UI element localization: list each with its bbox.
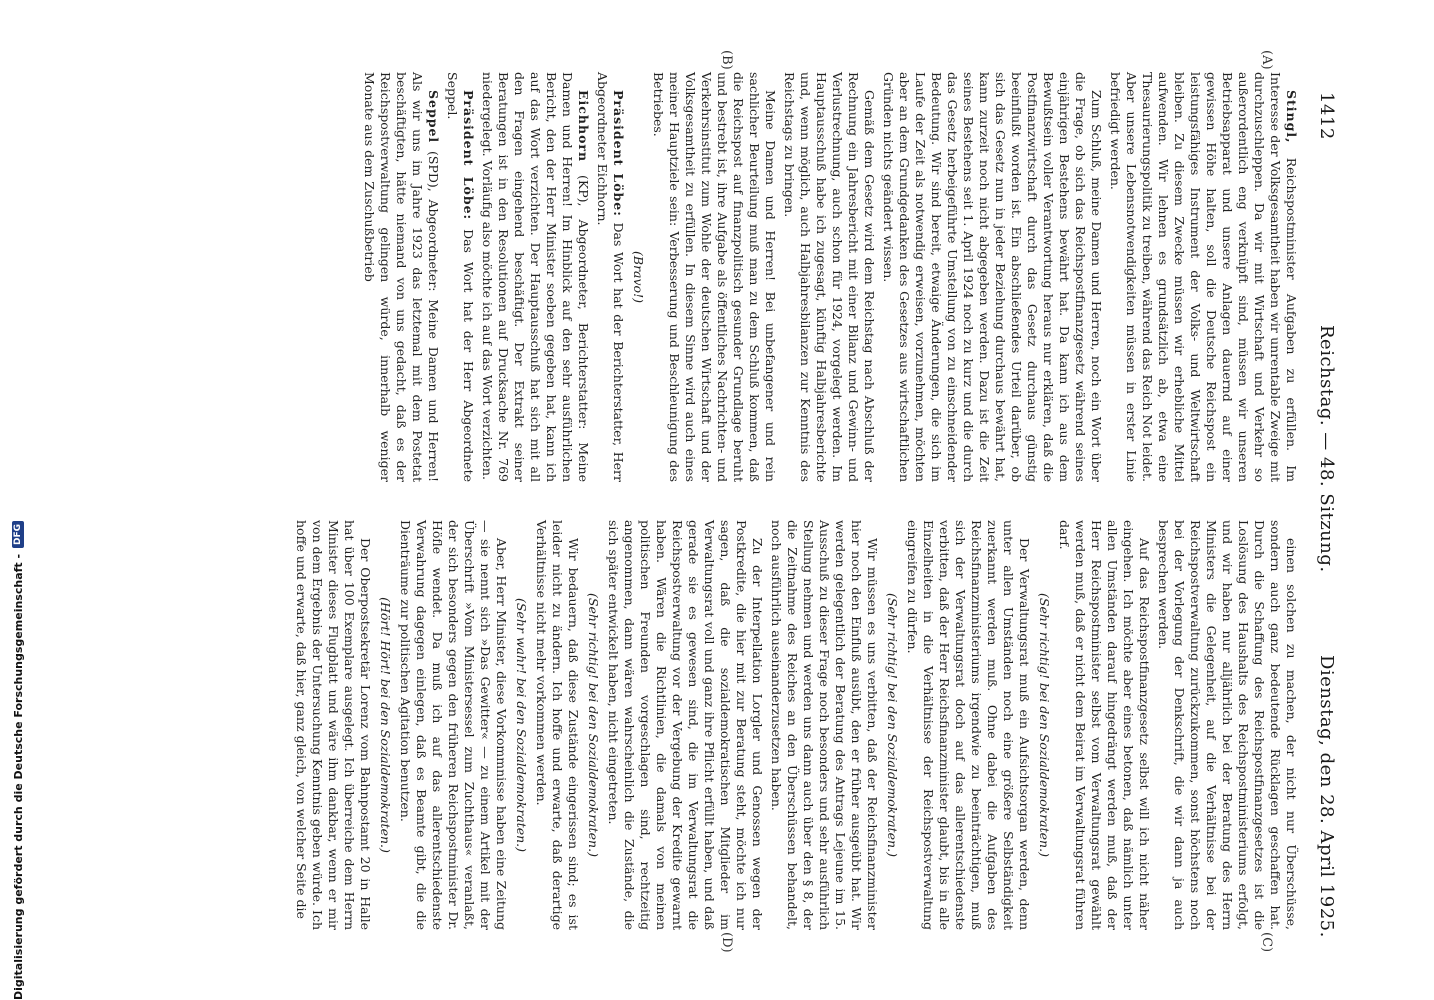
- text-paragraph: Wir müssen es uns verbitten, daß der Reichsfinanzminister hier noch den Einfluß ausübt, den er früher ausgeübt hat. Wir werden gelegentlich der Beratung des Antrags Lejeune im 15. Ausschuß zu dieser Frage noch besonders und sehr ausführlich Stellung nehmen und werden uns dann auch über den § 8, der die Zeitnahme des Reiches an den Überschüssen behandelt, noch ausführlich auseinanderzusetzen haben.: [769, 520, 880, 930]
- speaker-name: Stingl,: [1284, 90, 1299, 144]
- speaker-role: Reichspostminister: [1284, 143, 1299, 294]
- text-paragraph: Zu der Interpellation Lorgler und Genossen wegen der Postkredite, die hier mit zur Beratung steht, möchte ich nur sagen, daß die sozialdemokratischen Mitglieder im Verwaltungsrat voll und ganz ihre Pflicht erfüllt haben, und daß gerade sie es gewesen sind, die im Verwaltungsrat die Reichspostverwaltung vor der Vergebung der Kredite gewarnt haben. Wären die Richtlinien, die damals von meinen politischen Freunden vorgeschlagen sind, rechtzeitig angenommen, dann wären wahrscheinlich die Zustände, die sich später entwickelt haben, nicht eingetreten.: [606, 520, 765, 930]
- page-number: 1412: [1316, 92, 1338, 140]
- interjection: (Sehr richtig! bei den Sozialdemokraten.): [885, 593, 900, 857]
- speech-text: Aufgaben zu erfüllen. Im Interesse der Volksgesamtheit haben wir unrentable Zweige mit durchzuschleppen. Da wir mit Wirtschaft und Verkehr so außerordentlich eng verknüpft sind, müssen wir unseren Betriebsapparat und unsere Anlagen dauernd auf einer gewissen Höhe halten, soll die Deutsche Reichspost ein leistungsfähiges Instrument der Volks- und Weltwirtschaft bleiben. Zu diesem Zwecke müssen wir erhebliche Mittel aufwenden. Wir lehnen es grundsätzlich ab, etwa eine Thesaurierungspolitik zu treiben, während das Reich Not leidet. Aber unsere Lebensnotwendigkeiten müssen in erster Linie befriedigt werden.: [1108, 72, 1299, 482]
- text-paragraph: Meine Damen und Herren! Bei unbefangener und rein sachlicher Beurteilung muß man zu dem Schluß kommen, daß die Reichspost auf finanzpolitisch gesunder Grundlage beruht und bestrebt ist, ihre Aufgabe als öffentliches Nachrichten- und Verkehrsinstitut zum Wohle der deutschen Wirtschaft und der Volksgesamtheit zu erfüllen. In diesem Sinne wird auch eines meiner Hauptziele sein: Verbesserung und Beschleunigung des Betriebes.: [651, 72, 778, 482]
- dfg-logo: DFG: [12, 521, 24, 548]
- speech-text: Meine Damen und Herren! Als wir uns im Jahre 1923 das letztemal mit dem Postetat beschäftigten, hätte niemand von uns gedacht, daß es der Reichspostverwaltung gelingen würde, innerhalb weniger Monate aus dem Zuschußbetrieb: [362, 72, 441, 482]
- interjection: (Sehr richtig! bei den Sozialdemokraten.): [586, 593, 601, 857]
- left-text-column: [358, 72, 1299, 482]
- interjection: (Hört! Hört! bei den Sozialdemokraten.): [378, 597, 393, 853]
- text-paragraph: Aber, Herr Minister, diese Vorkommnisse haben eine Zeitung — sie nennt sich »Das Gewitter« — zu einem Artikel mit der Überschrift »Vom Ministersessel zum Zuchthaus« veranlaßt, der sich besonders gegen den früheren Reichspostminister Dr. Höfle wendet. Da muß ich auf das allerentschiedenste Verwahrung dagegen einlegen, daß es Beamte gibt, die die Dienträume zur politischen Agitation benutzen.: [398, 520, 509, 930]
- interjection: (Sehr wahr! bei den Sozialdemokraten.): [514, 597, 529, 853]
- speaker-role: (KP), Abgeordneter, Berichterstatter:: [576, 162, 591, 443]
- speaker-name: Präsident Löbe:: [461, 90, 476, 221]
- speech-text: Meine Damen und Herren! Im Hinblick auf den sehr ausführlichen Bericht, den der Herr Minister soeben gegeben hat, kann ich auf das Wort verzichten. Der Hauptausschuß hat sich mit all den Fragen eingehend beschäftigt. Der Extrakt seiner Beratungen ist in den Resolutionen auf Drucksache Nr. 769 niedergelegt. Vorläufig also möchte ich auf das Wort verzichten.: [480, 72, 591, 482]
- text-paragraph: Der Oberpostsekretär Lorenz vom Bahnpostamt 20 in Halle hat über 100 Exemplare ausgelegt. Ich überreiche dem Herrn Minister dieses Flugblatt und wäre ihm dankbar, wenn er mir von dem Ergebnis der Untersuchung Kenntnis geben würde. Ich hoffe und erwarte, daß hier, ganz gleich, von welcher Seite die: [294, 520, 373, 930]
- speech-paragraph: [479, 72, 591, 482]
- margin-marker-d: (D): [719, 932, 734, 953]
- speaker-name: Präsident Löbe:: [611, 90, 626, 217]
- speaker-role: (SPD), Abgeordneter:: [426, 143, 441, 300]
- text-paragraph: Zum Schluß, meine Damen und Herren, noch ein Wort über die Frage, ob sich das Reichspostfinanzgesetz während seines einjährigen Bestehens bewährt hat. Da kann ich aus dem Bewußtsein voller Verantwortung heraus nur erklären, daß die Postfinanzwirtschaft durch das Gesetz durchaus günstig beeinflußt worden ist. Ein abschließendes Urteil darüber, ob sich das Gesetz nun in jeder Beziehung durchaus bewährt hat, kann zurzeit noch nicht abgegeben werden. Dazu ist die Zeit seines Bestehens seit 1. April 1924 noch zu kurz und die durch das Gesetz herbeigeführte Umstellung von zu einschneidender Bedeutung. Wir sind bereit, etwaige Änderungen, die sich im Laufe der Zeit als notwendig erweisen, vorzunehmen, möchten aber an dem Grundgedanken des Gesetzes aus wirtschaftlichen Gründen nichts geändert wissen.: [881, 72, 1104, 482]
- text-paragraph: einen solchen zu machen, der nicht nur Überschüsse, sondern auch ganz bedeutende Rücklagen geschaffen hat. Durch die Schaffung des Reichspostfinanzgesetzes ist die Loslösung des Haushalts des Reichspostministeriums erfolgt, und wir haben nur alljährlich bei der Beratung des Herrn Ministers die Gelegenheit, auf die Verhältnisse bei der Reichspostverwaltung zurückzukommen, sonst höchstens noch bei der Vorlegung der Denkschrift, die wir dann ja auch besprechen werden.: [1156, 520, 1299, 930]
- chamber-session: Reichstag. — 48. Sitzung.: [1316, 325, 1338, 573]
- digitization-footer: [4, 0, 32, 1000]
- session-date: Dienstag, den 28. April 1925.: [1316, 655, 1338, 938]
- text-paragraph: Wir bedauern, daß diese Zustände eingerissen sind; es ist leider nicht zu ändern. Ich hoffe und erwarte, daß derartige Verhältnisse nicht mehr vorkommen werden.: [534, 520, 581, 930]
- interjection: (Bravo!): [631, 251, 646, 303]
- margin-marker-b: (B): [719, 50, 734, 70]
- text-paragraph: Gemäß dem Gesetz wird dem Reichstag nach Abschluß der Rechnung ein Jahresbericht mit einer Bilanz und Gewinn- und Verlustrechnung, auch schon für 1924, vorgelegt werden. Im Hauptausschuß habe ich zugesagt, künftig Halbjahresberichte und, wenn möglich, auch Halbjahresbilanzen zur Kenntnis des Reichstags zu bringen.: [782, 72, 877, 482]
- margin-marker-c: (C): [1259, 932, 1274, 953]
- speech-paragraph: [361, 72, 441, 482]
- text-paragraph: Auf das Reichspostfinanzgesetz selbst will ich nicht näher eingehen. Ich möchte aber eines betonen, daß nämlich unter allen Umständen darauf hingedrängt werden muß, daß der Herr Reichspostminister selbst vom Verwaltungsrat gewählt werden muß, daß er nicht dem Beirat im Verwaltungsrat führen darf.: [1057, 520, 1152, 930]
- speech-paragraph: [594, 72, 626, 482]
- speech-paragraph: [1107, 72, 1299, 482]
- speech-text: Das Wort hat der Berichterstatter, Herr Abgeordneter Eichhorn.: [595, 72, 626, 483]
- page-header: [1312, 0, 1342, 1000]
- speech-paragraph: [444, 72, 476, 482]
- right-text-column: [290, 520, 1299, 930]
- speaker-name: Eichhorn: [576, 90, 591, 163]
- speech-text: Das Wort hat der Herr Abgeordnete Seppel.: [445, 72, 476, 482]
- margin-marker-a: (A): [1259, 50, 1274, 70]
- speaker-name: Seppel: [426, 90, 441, 144]
- interjection: (Sehr richtig! bei den Sozialdemokraten.): [1037, 593, 1052, 857]
- digitization-notice: Digitalisierung gefördert durch die Deutsche Forschungsgemeinschaft -: [11, 553, 25, 1000]
- text-paragraph: Der Verwaltungsrat muß ein Aufsichtsorgan werden, denn unter allen Umständen noch eine größere Selbständigkeit zuerkannt werden muß. Ohne dabei die Aufgaben des Reichsfinanzministeriums irgendwie zu beeinträchtigen, muß sich der Verwaltungsrat doch auf das allerentschiedenste verbitten, daß der Herr Reichsfinanzminister glaubt, bis in alle Einzelheiten in die Verhältnisse der Reichspostverwaltung eingreifen zu dürfen.: [905, 520, 1032, 930]
